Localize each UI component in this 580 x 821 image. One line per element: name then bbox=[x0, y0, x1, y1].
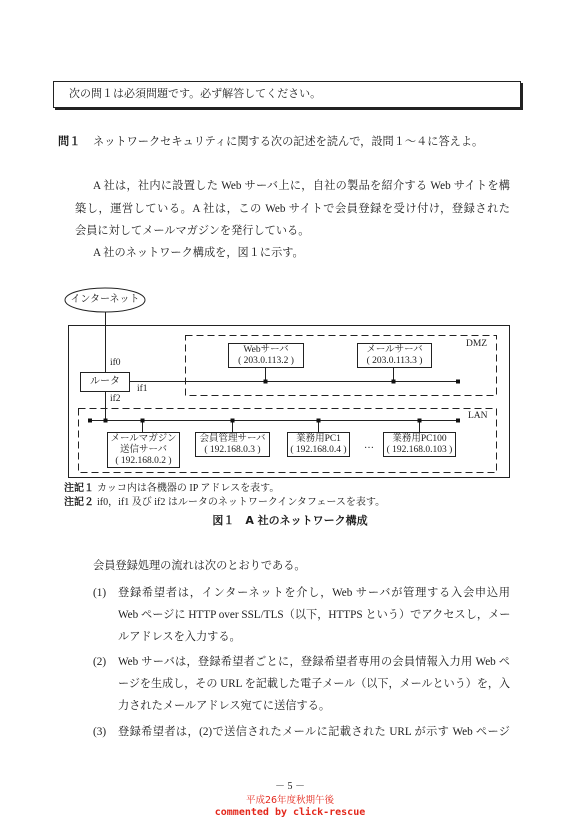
member-server-node bbox=[195, 432, 270, 457]
intro-line: 築し，運営している。A 社は，この Web サイトで会員登録を受け付け，登録された bbox=[75, 203, 510, 215]
step-line: Web ページに HTTP over SSL/TLS（以下，HTTPS という）でアクセスし，メー bbox=[118, 609, 511, 621]
segment-end-marker bbox=[456, 419, 460, 423]
port-marker bbox=[264, 380, 268, 384]
mail-server-node bbox=[357, 343, 432, 368]
question-stem: ネットワークセキュリティに関する次の記述を読んで，設問１～４に答えよ。 bbox=[93, 135, 484, 148]
host-name: 業務用PC100 bbox=[392, 434, 447, 444]
step-line: Web サーバは，登録希望者ごとに，登録希望者専用の会員情報入力用 Web ペ bbox=[118, 656, 510, 668]
required-question-notice bbox=[53, 81, 521, 108]
host-name: メールサーバ bbox=[366, 345, 423, 355]
note-text: カッコ内は各機器の IP アドレスを表す。 bbox=[97, 483, 280, 494]
pc100-node bbox=[383, 432, 456, 457]
host-ip: ( 192.168.0.3 ) bbox=[204, 445, 261, 455]
host-name: 業務用PC1 bbox=[296, 434, 341, 444]
router bbox=[80, 372, 130, 392]
figure-reference-line: A 社のネットワーク構成を，図１に示す。 bbox=[93, 247, 304, 259]
dmz-zone-label: DMZ bbox=[466, 339, 488, 349]
note-label: 注記２ bbox=[64, 497, 94, 508]
mailmag-server-node bbox=[107, 432, 180, 468]
port-marker bbox=[392, 380, 396, 384]
step-line: 登録希望者は，インターネットを介し，Web サーバが管理する入会申込用 bbox=[118, 587, 510, 599]
lan-zone-label: LAN bbox=[468, 411, 488, 421]
internet-label: インターネット bbox=[70, 294, 140, 305]
host-ip: ( 192.168.0.103 ) bbox=[386, 445, 453, 455]
notice-text: 次の問１は必須問題です。必ず解答してください。 bbox=[69, 88, 322, 100]
exam-session-stamp: 平成26年度秋期午後 bbox=[245, 795, 335, 806]
step-line: 登録希望者は，(2)で送信されたメールに記載された URL が示す Web ページ bbox=[118, 726, 510, 738]
segment-end-marker bbox=[456, 380, 460, 384]
step-number: (3) bbox=[93, 726, 107, 738]
host-name: 会員管理サーバ bbox=[199, 434, 266, 444]
host-name: Webサーバ bbox=[243, 345, 289, 355]
port-marker bbox=[231, 419, 235, 423]
note-text: if0，if1 及び if2 はルータのネットワークインタフェースを表す。 bbox=[97, 497, 386, 508]
step-number: (1) bbox=[93, 587, 107, 599]
port-marker bbox=[317, 419, 321, 423]
host-name: 送信サーバ bbox=[119, 445, 168, 455]
host-ip: ( 203.0.113.3 ) bbox=[366, 356, 423, 366]
question-number: 問１ bbox=[58, 135, 81, 148]
step-line: ルアドレスを入力する。 bbox=[118, 631, 241, 643]
web-server-node bbox=[228, 343, 304, 368]
interface-if2-label: if2 bbox=[110, 394, 121, 404]
host-name: メールマガジン bbox=[110, 434, 177, 444]
intro-line: 会員に対してメールマガジンを発行している。 bbox=[75, 225, 310, 237]
step-line: ージを生成し，その URL を記載した電子メール（以下，メールという）を，入 bbox=[118, 678, 511, 690]
port-marker bbox=[104, 419, 108, 423]
figure-caption: 図１ A 社のネットワーク構成 bbox=[212, 514, 368, 527]
pc1-node bbox=[287, 432, 350, 457]
flow-intro: 会員登録処理の流れは次のとおりである。 bbox=[93, 560, 306, 572]
note-label: 注記１ bbox=[64, 483, 94, 494]
intro-line: A 社は，社内に設置した Web サーバ上に，自社の製品を紹介する Web サイトを構 bbox=[93, 180, 510, 192]
port-marker bbox=[141, 419, 145, 423]
interface-if1-label: if1 bbox=[137, 384, 148, 394]
interface-if0-label: if0 bbox=[110, 358, 121, 368]
port-marker bbox=[418, 419, 422, 423]
host-ip: ( 192.168.0.2 ) bbox=[115, 456, 172, 466]
annotation-credit: commented by click-rescue bbox=[214, 807, 366, 818]
step-line: 力されたメールアドレス宛てに送信する。 bbox=[118, 700, 331, 712]
router-label: ルータ bbox=[90, 376, 120, 387]
segment-end-marker bbox=[88, 419, 92, 423]
step-number: (2) bbox=[93, 656, 107, 668]
host-ip: ( 203.0.113.2 ) bbox=[238, 356, 294, 366]
host-ip: ( 192.168.0.4 ) bbox=[290, 445, 347, 455]
page-number: － 5 － bbox=[275, 781, 305, 792]
pc-ellipsis: … bbox=[364, 440, 374, 451]
